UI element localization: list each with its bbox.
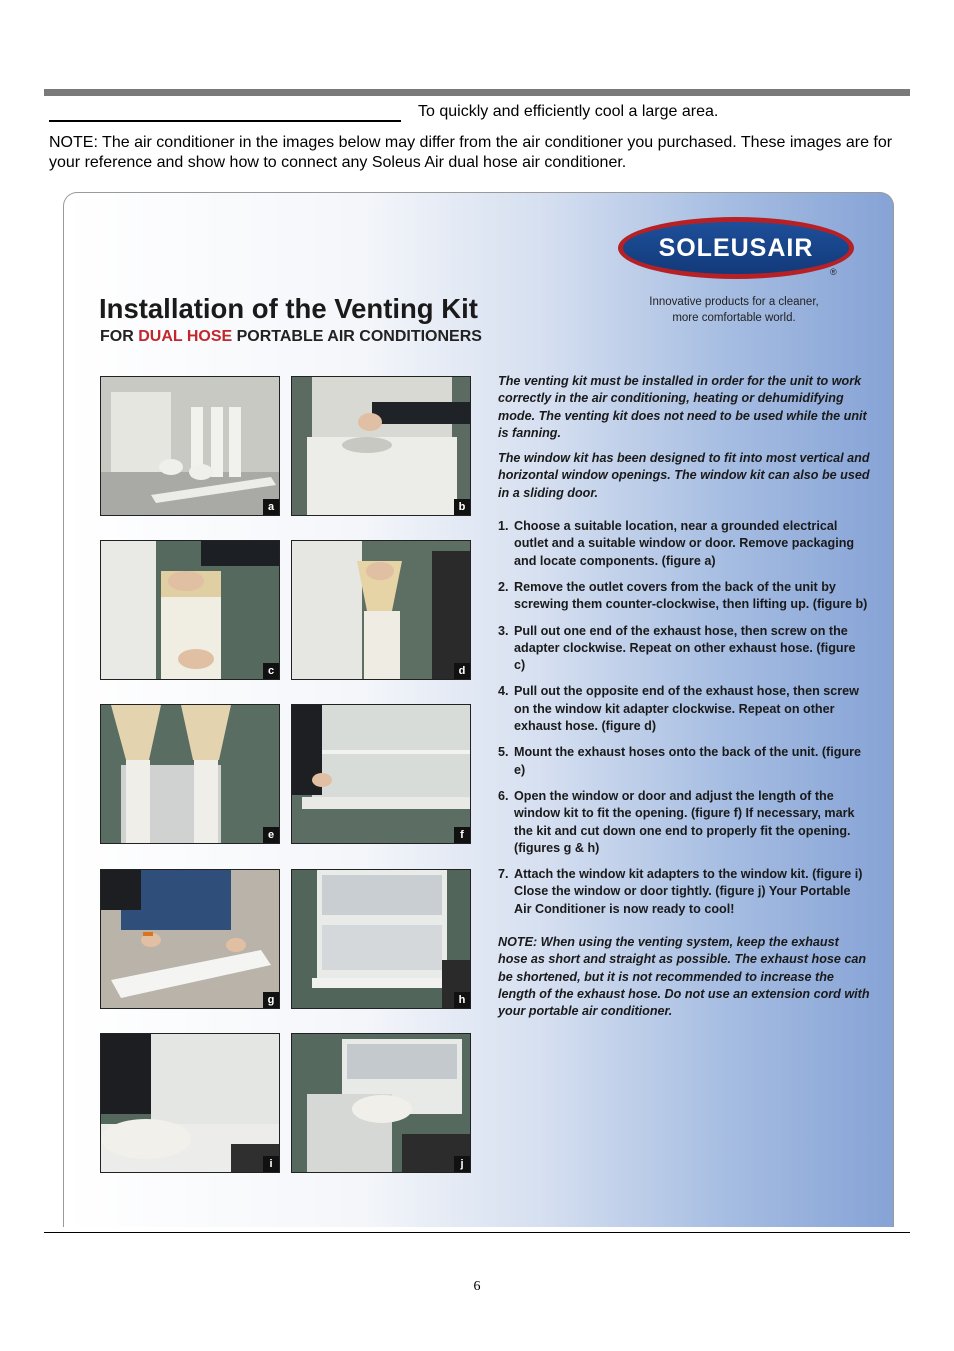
photo-figure-h [291,869,471,1009]
venting-kit-poster [63,192,894,1227]
subtitle-highlight: DUAL HOSE [138,328,233,345]
venting-kit-requirement: The venting kit must be installed in order for the unit to work correctly in the air conditioning, heating or dehumidifying mode. The venting kit does not need to be used while the unit is fanning. [498,374,867,440]
step-number: 3. [498,623,509,638]
image-disclaimer-note: NOTE: The air conditioner in the images below may differ from the air conditioner you purchased. These images are for your reference and show how to connect any Soleus Air dual hose air conditioner. [49,134,893,171]
ready-to-cool-photo [292,1034,470,1172]
photo-figure-e [100,704,280,844]
photo-figure-i [100,1033,280,1173]
figure-letter: g [263,992,279,1008]
step-item [498,866,870,918]
hose-adapter-photo [101,541,279,679]
venting-system-note: NOTE: When using the venting system, keep the exhaust hose as short and straight as possible. The exhaust hose can be shortened, but it is not recommended to increase the length of the exhaust hose. Do not use an extension cord with your portable air conditioner. [498,935,870,1019]
instructions-column [498,373,870,1021]
figure-letter: j [454,1156,470,1172]
top-rule [44,89,910,96]
logo-text: SOLEUSAIR [658,233,814,262]
step-item [498,744,870,779]
step-text: Open the window or door and adjust the length of the window kit to fit the opening. (figure f) If necessary, mark the kit and cut down one end to properly fit the opening. (figures g & h) [514,788,855,855]
step-number: 2. [498,579,509,594]
page-number: 6 [473,1279,481,1294]
kit-in-window-photo [292,870,470,1008]
step-text: Pull out one end of the exhaust hose, then screw on the adapter clockwise. Repeat on other exhaust hose. (figure c) [514,623,856,673]
poster-subtitle [100,328,482,346]
step-item [498,579,870,614]
photo-figure-b [291,376,471,516]
poster-title: Installation of the Venting Kit [99,293,478,324]
tagline-line-2: more comfortable world. [672,312,796,324]
figure-letter: i [263,1156,279,1172]
logo-tagline [624,294,844,326]
hoses-mounted-photo [101,705,279,843]
subtitle-prefix: FOR [100,328,139,345]
attach-adapters-photo [101,1034,279,1172]
figure-letter: d [454,663,470,679]
window-kit-compatibility: The window kit has been designed to fit into most vertical and horizontal window openings. The window kit can also be used in a sliding door. [498,451,870,500]
figure-letter: b [454,499,470,515]
step-item [498,518,870,570]
figure-letter: h [454,992,470,1008]
soleusair-logo [618,217,854,279]
photo-figure-f [291,704,471,844]
step-text: Mount the exhaust hoses onto the back of the unit. (figure e) [514,745,862,777]
step-item [498,623,870,675]
step-item [498,788,870,857]
photo-figure-d [291,540,471,680]
figure-letter: e [263,827,279,843]
cool-description: To quickly and efficiently cool a large area. [418,103,719,120]
figure-letter: f [454,827,470,843]
photo-figure-a [100,376,280,516]
components-photo [101,377,279,515]
step-text: Choose a suitable location, near a grounded electrical outlet and a suitable window or door. Remove packaging and locate components. (figure a) [514,519,855,568]
installation-steps [498,518,870,918]
bottom-rule [44,1232,910,1233]
step-number: 7. [498,867,509,882]
subtitle-suffix: PORTABLE AIR CONDITIONERS [232,328,482,345]
step-number: 5. [498,745,509,760]
step-text: Pull out the opposite end of the exhaust hose, then screw on the window kit adapter clockwise. Repeat on other exhaust hose. (figure d) [514,684,859,734]
tagline-line-1: Innovative products for a cleaner, [649,296,819,308]
step-number: 1. [498,519,509,534]
window-kit-adjust-photo [292,705,470,843]
step-number: 6. [498,788,509,803]
figure-letter: a [263,499,279,515]
section-title-underline [49,120,401,122]
step-text: Remove the outlet covers from the back of the unit by screwing them counter-clockwise, then lifting up. (figure b) [514,579,868,612]
cut-kit-photo [101,870,279,1008]
step-item [498,683,870,735]
figure-letter: c [263,663,279,679]
step-number: 4. [498,684,509,699]
registered-mark: ® [830,267,837,277]
photo-figure-c [100,540,280,680]
step-text: Attach the window kit adapters to the window kit. (figure i) Close the window or door tightly. (figure j) Your Portable Air Conditioner is now ready to cool! [514,867,863,916]
photo-figure-j [291,1033,471,1173]
photo-figure-g [100,869,280,1009]
outlet-cover-photo [292,377,470,515]
window-adapter-photo [292,541,470,679]
